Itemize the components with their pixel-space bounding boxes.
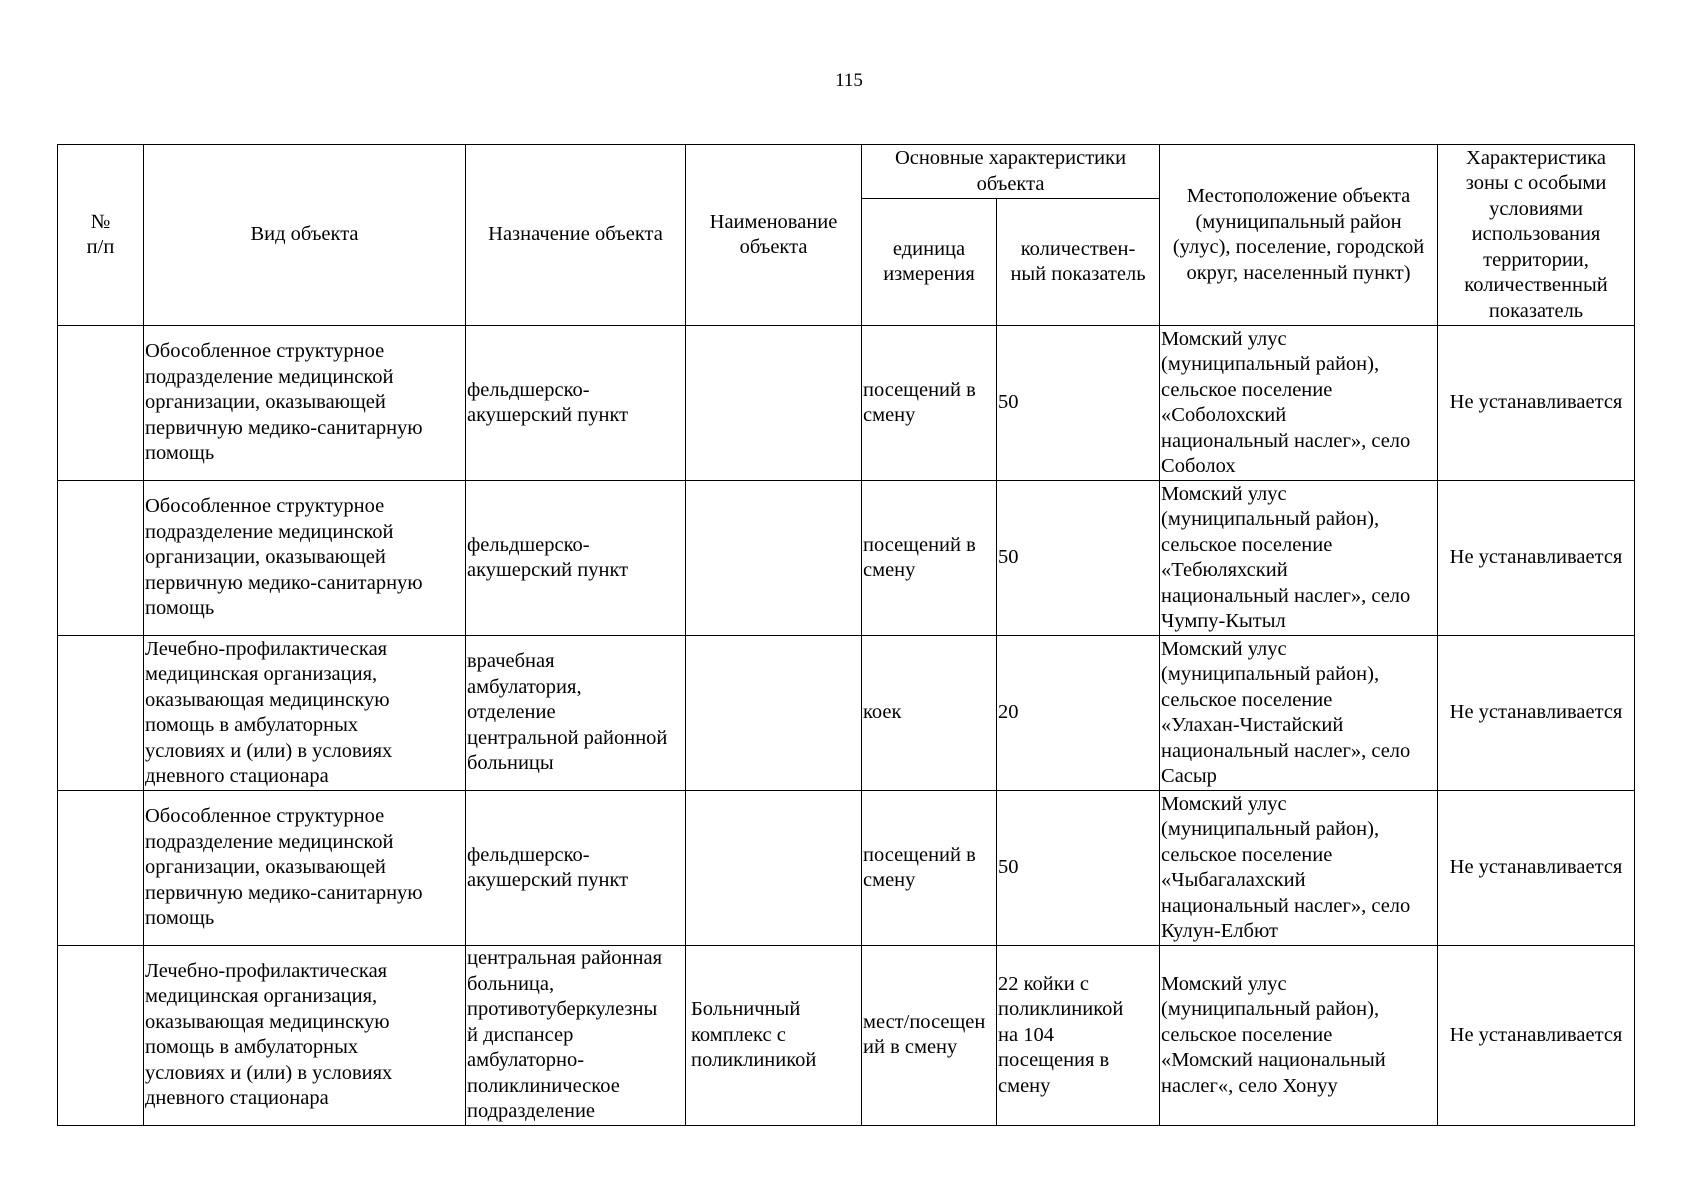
header-num: № п/п [58,145,144,326]
cell-quantity: 20 [997,636,1160,791]
objects-table [57,144,1635,1126]
cell-kind: Обособленное структурное подразделение медицинской организации, оказывающей первичную медико-санитарную помощь [144,791,466,946]
cell-name: Больничный комплекс с поликлиникой [686,946,862,1126]
cell-unit: коек [862,636,997,791]
cell-kind: Лечебно-профилактическая медицинская организация, оказывающая медицинскую помощь в амбулаторных условиях и (или) в условиях дневного стационара [144,636,466,791]
table-header [58,145,1635,326]
cell-quantity: 50 [997,326,1160,481]
cell-zone: Не устанавливается [1438,636,1635,791]
cell-num [58,946,144,1126]
cell-purpose: фельдшерско- акушерский пункт [466,326,686,481]
header-unit: единица измерения [862,199,997,326]
cell-name [686,636,862,791]
cell-zone: Не устанавливается [1438,946,1635,1126]
cell-zone: Не устанавливается [1438,326,1635,481]
table-body [58,326,1635,1126]
cell-kind: Лечебно-профилактическая медицинская организация, оказывающая медицинскую помощь в амбулаторных условиях и (или) в условиях дневного стационара [144,946,466,1126]
cell-kind: Обособленное структурное подразделение медицинской организации, оказывающей первичную медико-санитарную помощь [144,481,466,636]
cell-zone: Не устанавливается [1438,791,1635,946]
cell-num [58,481,144,636]
header-location: Местоположение объекта (муниципальный район (улус), поселение, городской округ, населенный пункт) [1160,145,1438,326]
cell-name [686,791,862,946]
header-zone: Характеристика зоны с особыми условиями использования территории, количественный показатель [1438,145,1635,326]
cell-unit: посещений в смену [862,791,997,946]
table-row [58,791,1635,946]
header-main-characteristics: Основные характеристики объекта [862,145,1160,199]
table-row [58,326,1635,481]
header-kind: Вид объекта [144,145,466,326]
cell-num [58,791,144,946]
cell-purpose: фельдшерско- акушерский пункт [466,791,686,946]
cell-unit: мест/посещен ий в смену [862,946,997,1126]
cell-num [58,636,144,791]
cell-quantity: 22 койки с поликлиникой на 104 посещения в смену [997,946,1160,1126]
cell-purpose: фельдшерско- акушерский пункт [466,481,686,636]
page-number: 115 [835,70,863,91]
cell-location: Момский улус (муниципальный район), сельское поселение «Момский национальный наслег«, село Хонуу [1160,946,1438,1126]
cell-location: Момский улус (муниципальный район), сельское поселение «Чыбагалахский национальный наслег», село Кулун-Елбют [1160,791,1438,946]
cell-location: Момский улус (муниципальный район), сельское поселение «Тебюляхский национальный наслег», село Чумпу-Кытыл [1160,481,1438,636]
cell-num [58,326,144,481]
cell-quantity: 50 [997,791,1160,946]
cell-location: Момский улус (муниципальный район), сельское поселение «Соболохский национальный наслег», село Соболох [1160,326,1438,481]
header-quantity: количествен- ный показатель [997,199,1160,326]
table-row [58,481,1635,636]
cell-unit: посещений в смену [862,481,997,636]
cell-kind: Обособленное структурное подразделение медицинской организации, оказывающей первичную медико-санитарную помощь [144,326,466,481]
cell-name [686,326,862,481]
cell-purpose: центральная районная больница, противотуберкулезны й диспансер амбулаторно- поликлиническое подразделение [466,946,686,1126]
cell-purpose: врачебная амбулатория, отделение центральной районной больницы [466,636,686,791]
cell-name [686,481,862,636]
cell-zone: Не устанавливается [1438,481,1635,636]
cell-quantity: 50 [997,481,1160,636]
header-name: Наименование объекта [686,145,862,326]
table-row [58,946,1635,1126]
cell-unit: посещений в смену [862,326,997,481]
cell-location: Момский улус (муниципальный район), сельское поселение «Улахан-Чистайский национальный наслег», село Сасыр [1160,636,1438,791]
table-row [58,636,1635,791]
header-purpose: Назначение объекта [466,145,686,326]
